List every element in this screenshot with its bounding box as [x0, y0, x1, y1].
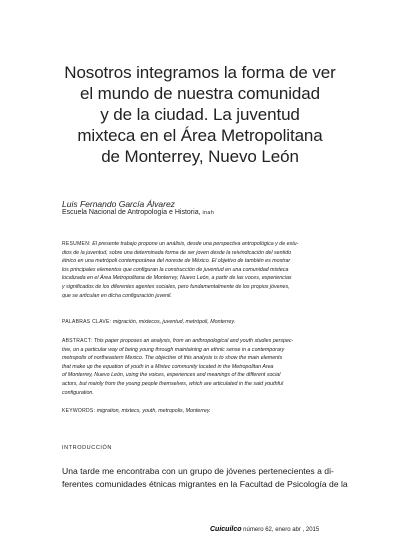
resumen-line: y significados de los diferentes agentes sociales, pero fundamentalmente de los propios jóvenes, — [62, 283, 290, 290]
title-line: Nosotros integramos la forma de ver — [64, 63, 336, 82]
resumen-line: dios de la juventud, sobre una determinada forma de ser joven desde la reivindicación del sentido — [62, 249, 292, 256]
keywords-label: KEYWORDS: — [62, 408, 96, 414]
abstract-line: actors, but mainly from the young people themselves, which are articulated in the said youthful — [62, 380, 284, 387]
palabras-label: PALABRAS CLAVE: — [62, 319, 112, 325]
body-paragraph — [62, 465, 346, 490]
palabras-text: migración, mixtecos, juventud, metrópoli, Monterrey. — [111, 319, 236, 325]
abstract-block — [62, 337, 340, 397]
article-title — [40, 62, 360, 167]
abstract-line: metropolis of northeastern Mexico. The objective of this analysis is to show the main elements — [62, 355, 283, 362]
abstract-line: ABSTRACT: This paper proposes an analysis, from an anthropological and youth studies perspec- — [62, 338, 294, 344]
resumen-line: RESUMEN: El presente trabajo propone un análisis, desde una perspectiva antropológica y de estu- — [62, 241, 299, 247]
author-affiliation — [62, 209, 214, 216]
keywords — [62, 407, 340, 416]
abstract-line: of Monterrey, Nuevo León, using the voices, experiences and meanings of the different social — [62, 372, 281, 379]
keywords-text: migration, mixtecs, youth, metropolis, Monterrey. — [95, 408, 211, 414]
abstract-line: that make up the equation of youth in a Mixtec community located in the Metropolitan Area — [62, 363, 274, 370]
abstract-label: ABSTRACT: — [62, 338, 93, 344]
title-line: el mundo de nuestra comunidad — [80, 84, 320, 103]
palabras-clave — [62, 318, 340, 327]
resumen-line: localizada en el Área Metropolitana de Monterrey, Nuevo León, a partir de las voces, experiencias — [62, 275, 292, 282]
affiliation-text: Escuela Nacional de Antropología e Historia, — [62, 209, 201, 216]
body-line: Una tarde me encontraba con un grupo de jóvenes pertenecientes a di- — [62, 466, 334, 476]
body-line: ferentes comunidades étnicas migrantes en la Facultad de Psicología de la — [62, 478, 348, 489]
title-line: y de la ciudad. La juventud — [100, 105, 300, 124]
title-line: mixteca en el Área Metropolitana — [77, 126, 323, 145]
abstract-line: configuration. — [62, 389, 94, 396]
resumen-block — [62, 240, 340, 300]
author-name: Luis Fernando García Álvarez — [62, 199, 175, 209]
resumen-label: RESUMEN: — [62, 241, 91, 247]
resumen-line: los principales elementos que configuran la construcción de juventud en una comunidad mixteca — [62, 266, 289, 273]
page-footer — [210, 526, 319, 533]
journal-logo: Cuicuilco — [210, 526, 242, 533]
resumen-line: étnico en una metrópoli contemporánea del noreste de México. El objetivo de también es mostrar — [62, 258, 291, 265]
resumen-line: que se articulan en dicha configuración juvenil. — [62, 292, 172, 299]
footer-issue: número 62, enero abr , 2015 — [241, 527, 320, 533]
abstract-line: tive, on a particular way of being young through maintaining an ethnic sense in a contemporary — [62, 346, 285, 353]
affiliation-abbr: inah — [202, 210, 215, 216]
section-heading: INTRODUCCIÓN — [62, 445, 112, 451]
title-line: de Monterrey, Nuevo León — [101, 147, 299, 166]
